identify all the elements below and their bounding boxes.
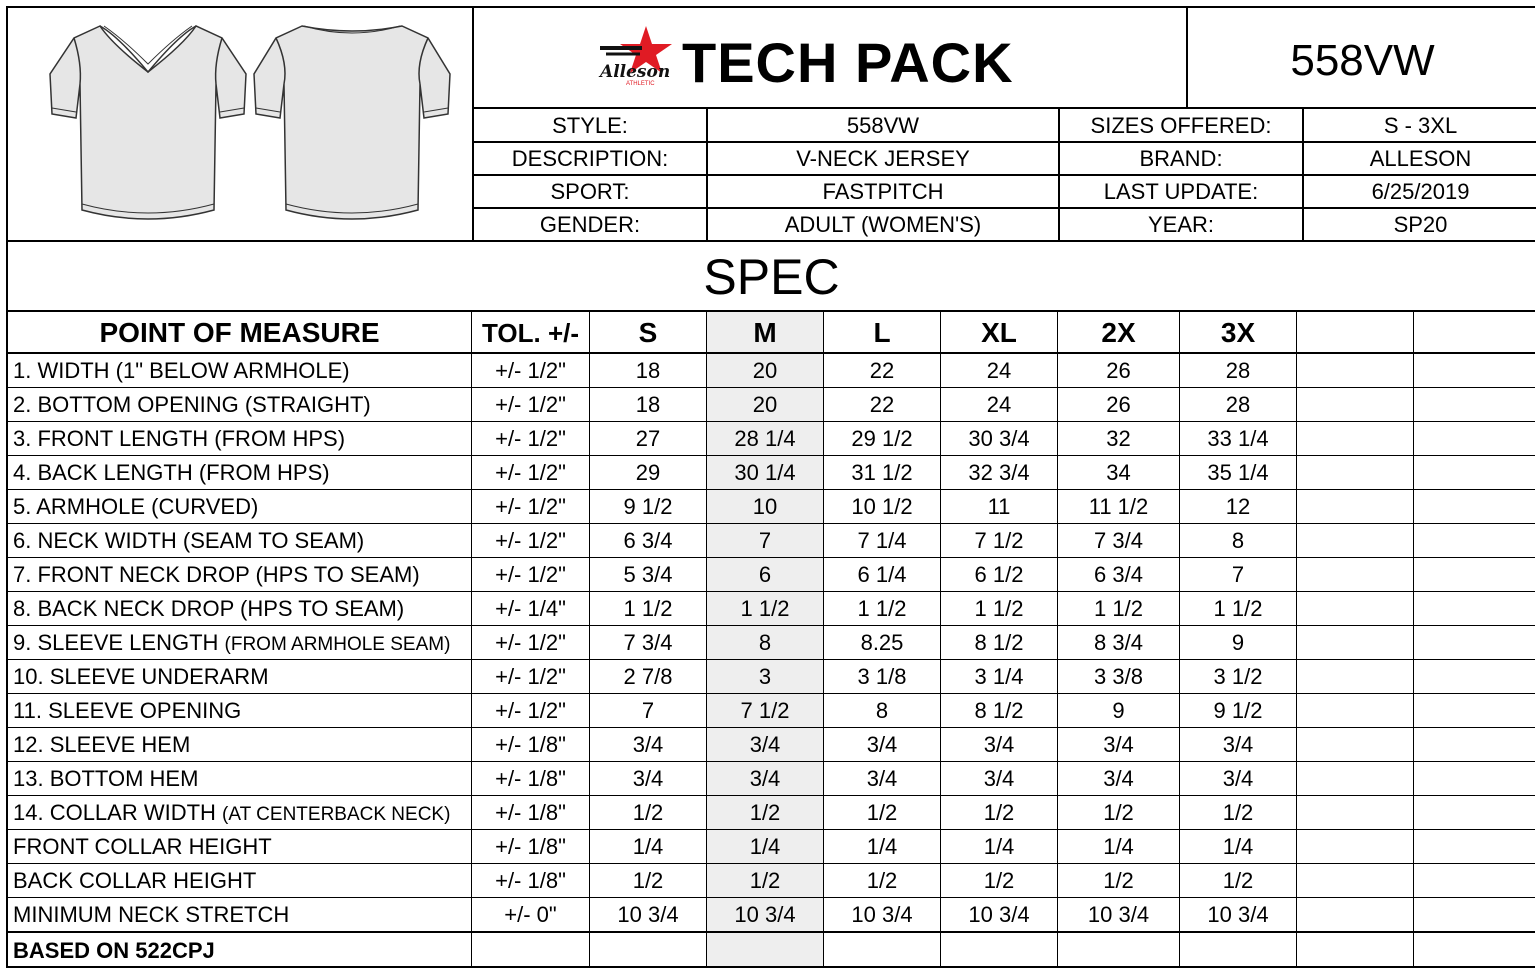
size-value: 12	[1180, 490, 1297, 524]
info-label-right-1: BRAND:	[1060, 142, 1304, 176]
pom-note: (FROM ARMHOLE SEAM)	[224, 634, 451, 655]
size-value: 1/4	[824, 830, 941, 864]
garment-sketches	[8, 8, 474, 242]
size-value: 1/2	[707, 864, 824, 898]
size-value: 9 1/2	[1180, 694, 1297, 728]
tolerance: +/- 1/2"	[472, 558, 590, 592]
empty-cell	[1297, 354, 1414, 388]
size-value: 7	[707, 524, 824, 558]
empty-cell	[1414, 354, 1535, 388]
size-value: 22	[824, 354, 941, 388]
size-value: 3/4	[1180, 762, 1297, 796]
tolerance: +/- 0"	[472, 898, 590, 932]
empty-cell	[824, 932, 941, 968]
size-value: 1/2	[1180, 864, 1297, 898]
empty-cell	[1414, 728, 1535, 762]
pom-label: 3. FRONT LENGTH (FROM HPS)	[13, 426, 346, 451]
tolerance: +/- 1/8"	[472, 728, 590, 762]
info-label-1: DESCRIPTION:	[474, 142, 708, 176]
size-value: 1/2	[941, 864, 1058, 898]
empty-cell	[1414, 388, 1535, 422]
size-value: 28	[1180, 388, 1297, 422]
pom-label: 9. SLEEVE LENGTH	[13, 630, 225, 655]
size-value: 28 1/4	[707, 422, 824, 456]
size-value: 1/2	[1058, 796, 1180, 830]
empty-cell	[1414, 524, 1535, 558]
point-of-measure	[6, 354, 472, 388]
size-value: 30 1/4	[707, 456, 824, 490]
info-label-3: GENDER:	[474, 208, 708, 242]
size-value: 10 3/4	[941, 898, 1058, 932]
point-of-measure	[6, 592, 472, 626]
empty-cell	[1297, 388, 1414, 422]
page-title: TECH PACK	[682, 31, 1014, 94]
tolerance: +/- 1/4"	[472, 592, 590, 626]
size-value: 1/2	[707, 796, 824, 830]
empty-cell	[941, 932, 1058, 968]
pom-label: 6. NECK WIDTH (SEAM TO SEAM)	[13, 528, 365, 553]
empty-cell	[1297, 626, 1414, 660]
size-value: 1 1/2	[1180, 592, 1297, 626]
tolerance: +/- 1/2"	[472, 626, 590, 660]
point-of-measure	[6, 694, 472, 728]
empty-cell	[1414, 796, 1535, 830]
size-value: 3 3/8	[1058, 660, 1180, 694]
size-value: 1 1/2	[941, 592, 1058, 626]
size-value: 3	[707, 660, 824, 694]
point-of-measure	[6, 728, 472, 762]
empty-cell	[1297, 456, 1414, 490]
pom-label: FRONT COLLAR HEIGHT	[13, 834, 272, 859]
column-header: 3X	[1180, 312, 1297, 354]
point-of-measure	[6, 660, 472, 694]
table-row	[6, 626, 1535, 660]
size-value: 10	[707, 490, 824, 524]
table-row	[6, 354, 1535, 388]
size-value: 8	[707, 626, 824, 660]
size-value: 32 3/4	[941, 456, 1058, 490]
style-code: 558VW	[1290, 36, 1435, 85]
point-of-measure	[6, 388, 472, 422]
size-value: 6 1/2	[941, 558, 1058, 592]
size-value: 3/4	[590, 728, 707, 762]
header	[6, 6, 1535, 242]
pom-label: 1. WIDTH (1" BELOW ARMHOLE)	[13, 358, 350, 383]
size-value: 3/4	[1058, 762, 1180, 796]
size-value: 6 3/4	[590, 524, 707, 558]
info-label-right-2: LAST UPDATE:	[1060, 175, 1304, 209]
pom-label: 4. BACK LENGTH (FROM HPS)	[13, 460, 330, 485]
svg-text:ATHLETIC: ATHLETIC	[626, 81, 655, 86]
point-of-measure	[6, 864, 472, 898]
pom-label: MINIMUM NECK STRETCH	[13, 902, 290, 927]
tolerance: +/- 1/2"	[472, 354, 590, 388]
size-value: 22	[824, 388, 941, 422]
size-value: 3 1/2	[1180, 660, 1297, 694]
empty-cell	[472, 932, 590, 968]
size-value: 1 1/2	[590, 592, 707, 626]
table-header-row	[6, 312, 1535, 354]
tolerance: +/- 1/2"	[472, 490, 590, 524]
style-code-box	[1188, 8, 1536, 109]
info-value-right-0: S - 3XL	[1304, 109, 1536, 143]
info-label-right-3: YEAR:	[1060, 208, 1304, 242]
tolerance: +/- 1/2"	[472, 422, 590, 456]
empty-cell	[1297, 422, 1414, 456]
column-header	[1414, 312, 1535, 354]
info-value-right-2: 6/25/2019	[1304, 175, 1536, 209]
size-value: 1/2	[1058, 864, 1180, 898]
size-value: 24	[941, 354, 1058, 388]
size-value: 18	[590, 354, 707, 388]
empty-cell	[590, 932, 707, 968]
table-row	[6, 490, 1535, 524]
empty-cell	[1297, 490, 1414, 524]
info-value-right-3: SP20	[1393, 212, 1448, 237]
size-value: 1 1/2	[824, 592, 941, 626]
size-value: 8	[824, 694, 941, 728]
footer-note: BASED ON 522CPJ	[6, 932, 472, 968]
point-of-measure	[6, 490, 472, 524]
size-value: 3 1/8	[824, 660, 941, 694]
size-value: 34	[1058, 456, 1180, 490]
size-value: 1/4	[707, 830, 824, 864]
info-label-2: SPORT:	[474, 175, 708, 209]
tolerance: +/- 1/2"	[472, 694, 590, 728]
size-value: 26	[1058, 388, 1180, 422]
column-header: M	[707, 312, 824, 354]
column-header: XL	[941, 312, 1058, 354]
pom-label: 11. SLEEVE OPENING	[13, 698, 242, 723]
point-of-measure	[6, 524, 472, 558]
spec-title: SPEC	[703, 249, 840, 305]
size-value: 10 3/4	[590, 898, 707, 932]
tolerance: +/- 1/8"	[472, 830, 590, 864]
table-row	[6, 388, 1535, 422]
size-value: 6	[707, 558, 824, 592]
pom-label: 12. SLEEVE HEM	[13, 732, 191, 757]
size-value: 1/4	[590, 830, 707, 864]
size-value: 7	[1180, 558, 1297, 592]
empty-cell	[1297, 558, 1414, 592]
empty-cell	[1297, 864, 1414, 898]
jersey-sketch-icon	[38, 14, 458, 236]
size-value: 32	[1058, 422, 1180, 456]
empty-cell	[1414, 864, 1535, 898]
info-value-2: FASTPITCH	[708, 175, 1060, 209]
empty-cell	[1414, 456, 1535, 490]
size-value: 6 1/4	[824, 558, 941, 592]
size-value: 3/4	[707, 728, 824, 762]
size-value: 1/2	[941, 796, 1058, 830]
back-jersey-icon	[254, 26, 450, 219]
pom-note: (AT CENTERBACK NECK)	[222, 804, 451, 825]
empty-cell	[1414, 898, 1535, 932]
size-value: 27	[590, 422, 707, 456]
size-value: 7	[590, 694, 707, 728]
spec-banner	[6, 242, 1535, 312]
empty-cell	[1414, 490, 1535, 524]
empty-cell	[1297, 898, 1414, 932]
empty-cell	[1414, 422, 1535, 456]
size-value: 29	[590, 456, 707, 490]
empty-cell	[1297, 932, 1414, 968]
size-value: 3/4	[1180, 728, 1297, 762]
table-row	[6, 694, 1535, 728]
size-value: 33 1/4	[1180, 422, 1297, 456]
tolerance: +/- 1/2"	[472, 660, 590, 694]
empty-cell	[1414, 558, 1535, 592]
size-value: 30 3/4	[941, 422, 1058, 456]
empty-cell	[1414, 694, 1535, 728]
pom-label: 14. COLLAR WIDTH	[13, 800, 223, 825]
size-value: 9	[1180, 626, 1297, 660]
size-value: 1/4	[1058, 830, 1180, 864]
empty-cell	[1180, 932, 1297, 968]
tolerance: +/- 1/2"	[472, 456, 590, 490]
size-value: 10 3/4	[824, 898, 941, 932]
point-of-measure	[6, 830, 472, 864]
empty-cell	[1414, 660, 1535, 694]
table-row	[6, 660, 1535, 694]
empty-cell	[1058, 932, 1180, 968]
pom-label: BACK COLLAR HEIGHT	[13, 868, 257, 893]
size-value: 3/4	[941, 728, 1058, 762]
info-value-1: V-NECK JERSEY	[708, 142, 1060, 176]
table-row	[6, 422, 1535, 456]
info-value-3: ADULT (WOMEN'S)	[708, 208, 1060, 242]
tolerance: +/- 1/8"	[472, 864, 590, 898]
tolerance: +/- 1/2"	[472, 524, 590, 558]
size-value: 7 1/2	[941, 524, 1058, 558]
size-value: 7 3/4	[590, 626, 707, 660]
empty-cell	[707, 932, 824, 968]
empty-cell	[1297, 524, 1414, 558]
pom-label: 10. SLEEVE UNDERARM	[13, 664, 269, 689]
size-value: 8 3/4	[1058, 626, 1180, 660]
size-value: 3/4	[1058, 728, 1180, 762]
empty-cell	[1297, 830, 1414, 864]
empty-cell	[1297, 592, 1414, 626]
pom-label: 8. BACK NECK DROP (HPS TO SEAM)	[13, 596, 405, 621]
pom-label: 5. ARMHOLE (CURVED)	[13, 494, 259, 519]
empty-cell	[1414, 626, 1535, 660]
size-value: 3/4	[824, 728, 941, 762]
empty-cell	[1414, 830, 1535, 864]
size-value: 3/4	[941, 762, 1058, 796]
size-value: 7 3/4	[1058, 524, 1180, 558]
info-label-right-0: SIZES OFFERED:	[1060, 109, 1304, 143]
table-row	[6, 524, 1535, 558]
size-value: 3 1/4	[941, 660, 1058, 694]
size-value: 1/2	[824, 796, 941, 830]
table-row	[6, 830, 1535, 864]
size-value: 20	[707, 354, 824, 388]
tech-pack-sheet	[6, 6, 1535, 969]
pom-label: 7. FRONT NECK DROP (HPS TO SEAM)	[13, 562, 420, 587]
table-row	[6, 558, 1535, 592]
point-of-measure	[6, 796, 472, 830]
column-header: 2X	[1058, 312, 1180, 354]
size-value: 7 1/2	[707, 694, 824, 728]
size-value: 26	[1058, 354, 1180, 388]
front-jersey-icon	[50, 26, 246, 219]
size-value: 1/2	[824, 864, 941, 898]
pom-label: 2. BOTTOM OPENING (STRAIGHT)	[13, 392, 371, 417]
size-value: 11 1/2	[1058, 490, 1180, 524]
size-value: 29 1/2	[824, 422, 941, 456]
column-header	[1297, 312, 1414, 354]
empty-cell	[1297, 762, 1414, 796]
point-of-measure	[6, 558, 472, 592]
alleson-logo	[596, 24, 680, 91]
empty-cell	[1297, 660, 1414, 694]
size-value: 1/2	[590, 796, 707, 830]
pom-label: 13. BOTTOM HEM	[13, 766, 199, 791]
size-value: 10 1/2	[824, 490, 941, 524]
size-value: 1/4	[1180, 830, 1297, 864]
size-value: 8 1/2	[941, 694, 1058, 728]
size-value: 20	[707, 388, 824, 422]
alleson-star-logo-icon	[596, 24, 680, 86]
size-value: 3/4	[590, 762, 707, 796]
size-value: 3/4	[707, 762, 824, 796]
size-value: 28	[1180, 354, 1297, 388]
empty-cell	[1414, 762, 1535, 796]
table-row	[6, 592, 1535, 626]
size-value: 18	[590, 388, 707, 422]
size-value: 1/2	[590, 864, 707, 898]
size-value: 8.25	[824, 626, 941, 660]
size-value: 8 1/2	[941, 626, 1058, 660]
point-of-measure	[6, 762, 472, 796]
size-value: 6 3/4	[1058, 558, 1180, 592]
column-header: TOL. +/-	[472, 312, 590, 354]
point-of-measure	[6, 898, 472, 932]
table-row	[6, 728, 1535, 762]
column-header: S	[590, 312, 707, 354]
tolerance: +/- 1/8"	[472, 762, 590, 796]
table-row	[6, 864, 1535, 898]
size-value: 1/4	[941, 830, 1058, 864]
size-value: 1 1/2	[1058, 592, 1180, 626]
size-value: 31 1/2	[824, 456, 941, 490]
point-of-measure	[6, 422, 472, 456]
point-of-measure	[6, 626, 472, 660]
table-row	[6, 898, 1535, 932]
empty-cell	[1297, 694, 1414, 728]
size-value: 8	[1180, 524, 1297, 558]
empty-cell	[1414, 592, 1535, 626]
style-info-grid	[474, 109, 1536, 242]
empty-cell	[1297, 796, 1414, 830]
size-value: 9	[1058, 694, 1180, 728]
size-value: 1 1/2	[707, 592, 824, 626]
table-row	[6, 456, 1535, 490]
size-value: 10 3/4	[1180, 898, 1297, 932]
tolerance: +/- 1/2"	[472, 388, 590, 422]
empty-cell	[1414, 932, 1535, 968]
size-value: 5 3/4	[590, 558, 707, 592]
info-label-0: STYLE:	[474, 109, 708, 143]
size-value: 3/4	[824, 762, 941, 796]
tolerance: +/- 1/8"	[472, 796, 590, 830]
column-header: L	[824, 312, 941, 354]
size-value: 2 7/8	[590, 660, 707, 694]
table-row	[6, 762, 1535, 796]
size-value: 10 3/4	[1058, 898, 1180, 932]
footer-row	[6, 932, 1535, 966]
size-value: 35 1/4	[1180, 456, 1297, 490]
empty-cell	[1297, 728, 1414, 762]
size-value: 1/2	[1180, 796, 1297, 830]
title-box	[474, 8, 1188, 109]
point-of-measure	[6, 456, 472, 490]
table-row	[6, 796, 1535, 830]
size-value: 9 1/2	[590, 490, 707, 524]
column-header: POINT OF MEASURE	[6, 312, 472, 354]
info-value-0: 558VW	[708, 109, 1060, 143]
info-value-right-1: ALLESON	[1304, 142, 1536, 176]
size-value: 10 3/4	[707, 898, 824, 932]
size-value: 7 1/4	[824, 524, 941, 558]
svg-text:Alleson: Alleson	[600, 62, 671, 82]
size-value: 11	[941, 490, 1058, 524]
size-value: 24	[941, 388, 1058, 422]
